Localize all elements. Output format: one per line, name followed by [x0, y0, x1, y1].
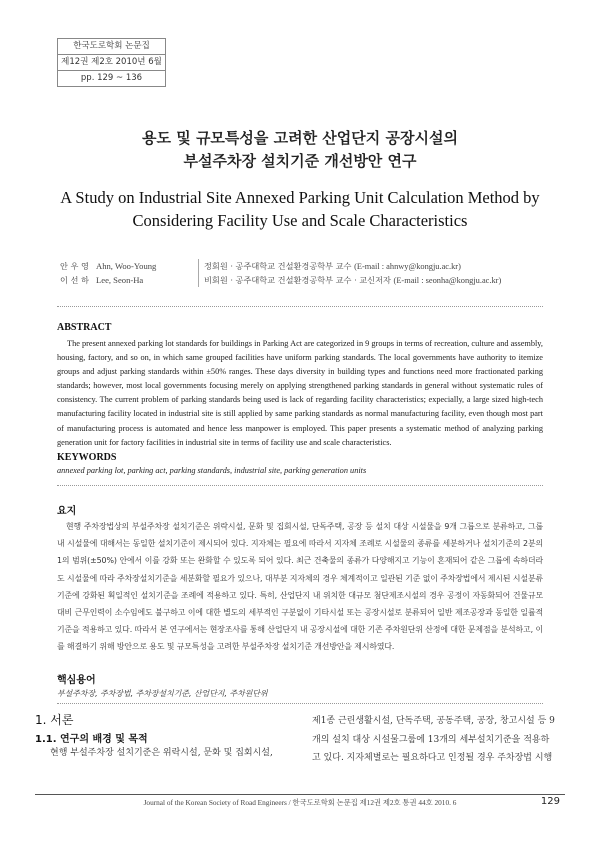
author-korean-name: 안 우 영 [60, 260, 89, 271]
korean-title-line-2: 부설주차장 설치기준 개선방안 연구 [183, 152, 417, 170]
keywords-text: annexed parking lot, parking act, parking standards, industrial site, parking generation units [57, 466, 367, 475]
footer-rule [35, 794, 565, 795]
abstract-text: The present annexed parking lot standards for buildings in Parking Act are categorized in 9 groups in terms of recreation, culture and assembly, housing, factory, and so on, in which same grouped facilities have uniform parking standards. The local governments have authority to itemize groups and adjust parking standards within ±50% ranges. These days diversity in building types and functions need more fractionated parking standards; however, most local governments focusing merely on applying strengthened parking standards in general without systematic rules of consistency. The current problem of parking standards being used is lack of regarding facility characteristics; expecially, a large sized high-tech manufacturing facility located in industrial site is still applied by same parking standards as normal manufacturing facility, even though most part of manufacturing process is automated and hence less manpower is employed. This paper presents a systematic method of analyzing parking generation unit for factory facilities in industrial site in terms of facility use and scale characteristics. [57, 339, 543, 447]
korean-title-line-1: 용도 및 규모특성을 고려한 산업단지 공장시설의 [142, 129, 458, 147]
author-email: (E-mail : ahnwy@kongju.ac.kr) [354, 261, 461, 271]
author-english-name: Lee, Seon-Ha [96, 275, 144, 285]
journal-volume: 제12권 제2호 2010년 6월 [58, 54, 165, 70]
page-number: 129 [540, 796, 560, 807]
footer-journal-text: Journal of the Korean Society of Road Engineers / 한국도로학회 논문집 제12권 제2호 통권 44호 2010. 6 [143, 798, 457, 807]
author-row [60, 273, 501, 287]
body-text-left: 현행 부설주차장 설치기준은 위락시설, 문화 및 집회시설, [50, 748, 273, 758]
body-line: 제1종 근린생활시설, 단독주택, 공동주택, 공장, 창고시설 등 9 [312, 716, 555, 726]
journal-name: 한국도로학회 논문집 [73, 41, 150, 51]
author-email: (E-mail : seonha@kongju.ac.kr) [393, 275, 502, 285]
divider [57, 703, 543, 704]
divider [57, 485, 543, 486]
author-affiliation: 비회원 · 공주대학교 건설환경공학부 교수 · 교신저자 (E-mail : seonha@kongju.ac.kr) [204, 274, 502, 285]
yoji-text: 현행 주차장법상의 부설주차장 설치기준은 위락시설, 문화 및 집회시설, 단독주택, 공장 등 설치 대상 시설물을 9개 그룹으로 분류하고, 그룹 내 시설물에 대해서는 동일한 설치기준이 제시되어 있다. 지자체는 필요에 따라서 지자체 조례로 시설물의 종류를 세분하거나 설치기준의 2분의 1의 범위(±50%) 안에서 이를 강화 또는 완화할 수 있도록 되어 있다. 최근 건축물의 종류가 다양해지고 기능이 혼재되어 같은 그룹에 속하더라도 시설물에 따라 주차장설치기준을 세분화할 필요가 있으나, 대부분 지자체의 경우 체계적이고 일관된 기준 없이 주차장법에서 제시된 시설분류기준에 강화된 획일적인 설치기준을 조례에 적용하고 있다. 특히, 산업단지 내 위치한 대규모 첨단제조시설의 경우 공정이 자동화되어 건물규모대비 근무인력이 소수임에도 불구하고 이에 대한 별도의 세부적인 구분없이 기타시설 또는 공장시설로 분류되어 일반 제조공장과 동일한 일률적 기준을 적용하고 있다. 따라서 본 연구에서는 현장조사를 통해 산업단지 내 공장시설에 대한 기존 주차원단위 산정에 대한 문제점을 분석하고, 이를 해결하기 위해 방안으로 용도 및 규모특성을 고려한 부설주차장 설치기준 개선방안을 제시하였다. [57, 522, 543, 652]
body-text-right [312, 712, 567, 768]
author-row [60, 259, 501, 273]
keywords-heading: KEYWORDS [57, 452, 117, 463]
abstract-heading: ABSTRACT [57, 322, 112, 333]
english-title-line-1: A Study on Industrial Site Annexed Parking Unit Calculation Method by [60, 188, 540, 207]
journal-info-box [57, 38, 166, 87]
core-terms-heading: 핵심용어 [57, 675, 96, 686]
body-line: 고 있다. 지자체별로는 필요하다고 인정될 경우 주차장법 시행 [312, 753, 553, 763]
author-korean-name: 이 선 하 [60, 274, 89, 285]
core-terms-text: 부설주차장, 주차장법, 주차장설치기준, 산업단지, 주차원단위 [57, 689, 268, 698]
author-block [60, 259, 501, 287]
section-heading: 1. 서론 [35, 713, 74, 727]
author-english-name: Ahn, Woo-Young [96, 261, 157, 271]
author-divider [198, 259, 199, 287]
subsection-heading: 1.1. 연구의 배경 및 목적 [35, 734, 148, 745]
journal-pages: pp. 129 ~ 136 [58, 70, 165, 86]
divider [57, 306, 543, 307]
yoji-heading: 요지 [57, 506, 77, 517]
author-affiliation: 정회원 · 공주대학교 건설환경공학부 교수 (E-mail : ahnwy@kongju.ac.kr) [204, 260, 461, 271]
english-title-line-2: Considering Facility Use and Scale Characteristics [132, 211, 468, 230]
body-line: 개의 설치 대상 시설물그룹에 13개의 세부설치기준을 적용하 [312, 734, 550, 745]
